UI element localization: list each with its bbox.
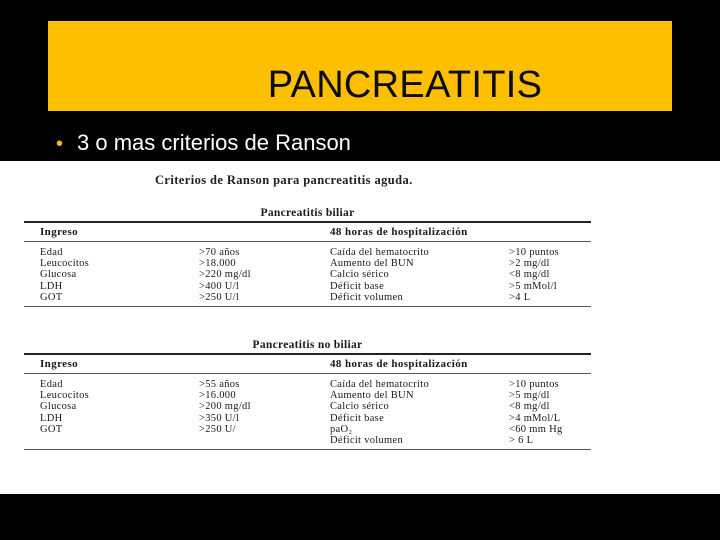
bullet-item (56, 130, 351, 156)
table-cell: >5 mMol/l (509, 280, 558, 292)
table-cell: Glucosa (40, 401, 77, 413)
table-row (24, 247, 591, 258)
table-cell: >250 U/l (199, 291, 240, 303)
table-cell: >70 años (199, 247, 240, 258)
table-cell: Calcio sérico (330, 269, 390, 281)
header-ingreso: Ingreso (40, 226, 79, 238)
table-row (24, 281, 591, 292)
table-body (24, 242, 591, 306)
section-title: Pancreatitis no biliar (252, 339, 363, 351)
table-cell: Calcio sérico (330, 401, 390, 413)
table-cell: >4 L (509, 291, 531, 303)
table-header-row (24, 223, 591, 241)
table-row (24, 390, 591, 401)
table-cell: >4 mMol/L (509, 412, 561, 424)
table-cell: Leucocitos (40, 390, 90, 402)
table-row (24, 379, 591, 390)
table-cell: >400 U/l (199, 280, 240, 292)
table-cell: Edad (40, 247, 63, 258)
header-48h: 48 horas de hospitalización (330, 358, 468, 370)
table-header-row (24, 355, 591, 373)
table-cell: LDH (40, 280, 63, 292)
table-body (24, 374, 591, 449)
table-cell: GOT (40, 423, 63, 435)
table-row (24, 401, 591, 412)
header-ingreso: Ingreso (40, 358, 79, 370)
header-48h: 48 horas de hospitalización (330, 226, 468, 238)
table-cell: Edad (40, 379, 63, 390)
table-cell: > 6 L (509, 434, 534, 446)
table-cell: Déficit base (330, 412, 385, 424)
ranson-criteria-table (0, 161, 720, 494)
table-cell: Leucocitos (40, 258, 90, 270)
table-cell: Caída del hematocrito (330, 247, 430, 258)
table-cell: >200 mg/dl (199, 401, 251, 413)
section-no-biliar (24, 337, 591, 450)
table-cell: >55 años (199, 379, 240, 390)
table-cell: >350 U/l (199, 412, 240, 424)
table-rule (24, 449, 591, 450)
table-cell: >2 mg/dl (509, 258, 550, 270)
slide-title: PANCREATITIS (267, 64, 543, 106)
table-cell: Déficit volumen (330, 291, 404, 303)
table-rule (24, 306, 591, 307)
table-row (24, 292, 591, 303)
table-cell: <60 mm Hg (509, 423, 563, 435)
table-row (24, 258, 591, 269)
bullet-dot-icon: • (56, 133, 64, 155)
table-row (24, 413, 591, 424)
table-row (24, 435, 591, 446)
table-cell: Caída del hematocrito (330, 379, 430, 390)
table-row (24, 269, 591, 280)
section-biliar (24, 205, 591, 307)
table-cell: <8 mg/dl (509, 401, 550, 413)
section-title: Pancreatitis biliar (260, 207, 355, 219)
table-cell: >5 mg/dl (509, 390, 550, 402)
table-cell: >10 puntos (509, 379, 560, 390)
table-cell: Déficit base (330, 280, 385, 292)
table-cell: paO₂ (330, 423, 353, 435)
table-caption: Criterios de Ranson para pancreatitis aguda. (155, 173, 413, 187)
table-cell: GOT (40, 291, 63, 303)
table-cell: Déficit volumen (330, 434, 404, 446)
table-cell: Aumento del BUN (330, 390, 414, 402)
table-cell: >220 mg/dl (199, 269, 251, 281)
table-cell: Glucosa (40, 269, 77, 281)
table-cell: Aumento del BUN (330, 258, 414, 270)
table-cell: >18.000 (199, 258, 236, 270)
bullet-text: 3 o mas criterios de Ranson (77, 130, 351, 155)
table-cell: >250 U/ (199, 423, 236, 435)
table-cell: <8 mg/dl (509, 269, 550, 281)
table-cell: LDH (40, 412, 63, 424)
title-bar (48, 21, 672, 111)
table-cell: >10 puntos (509, 247, 560, 258)
table-cell: >16.000 (199, 390, 236, 402)
table-row (24, 424, 591, 435)
